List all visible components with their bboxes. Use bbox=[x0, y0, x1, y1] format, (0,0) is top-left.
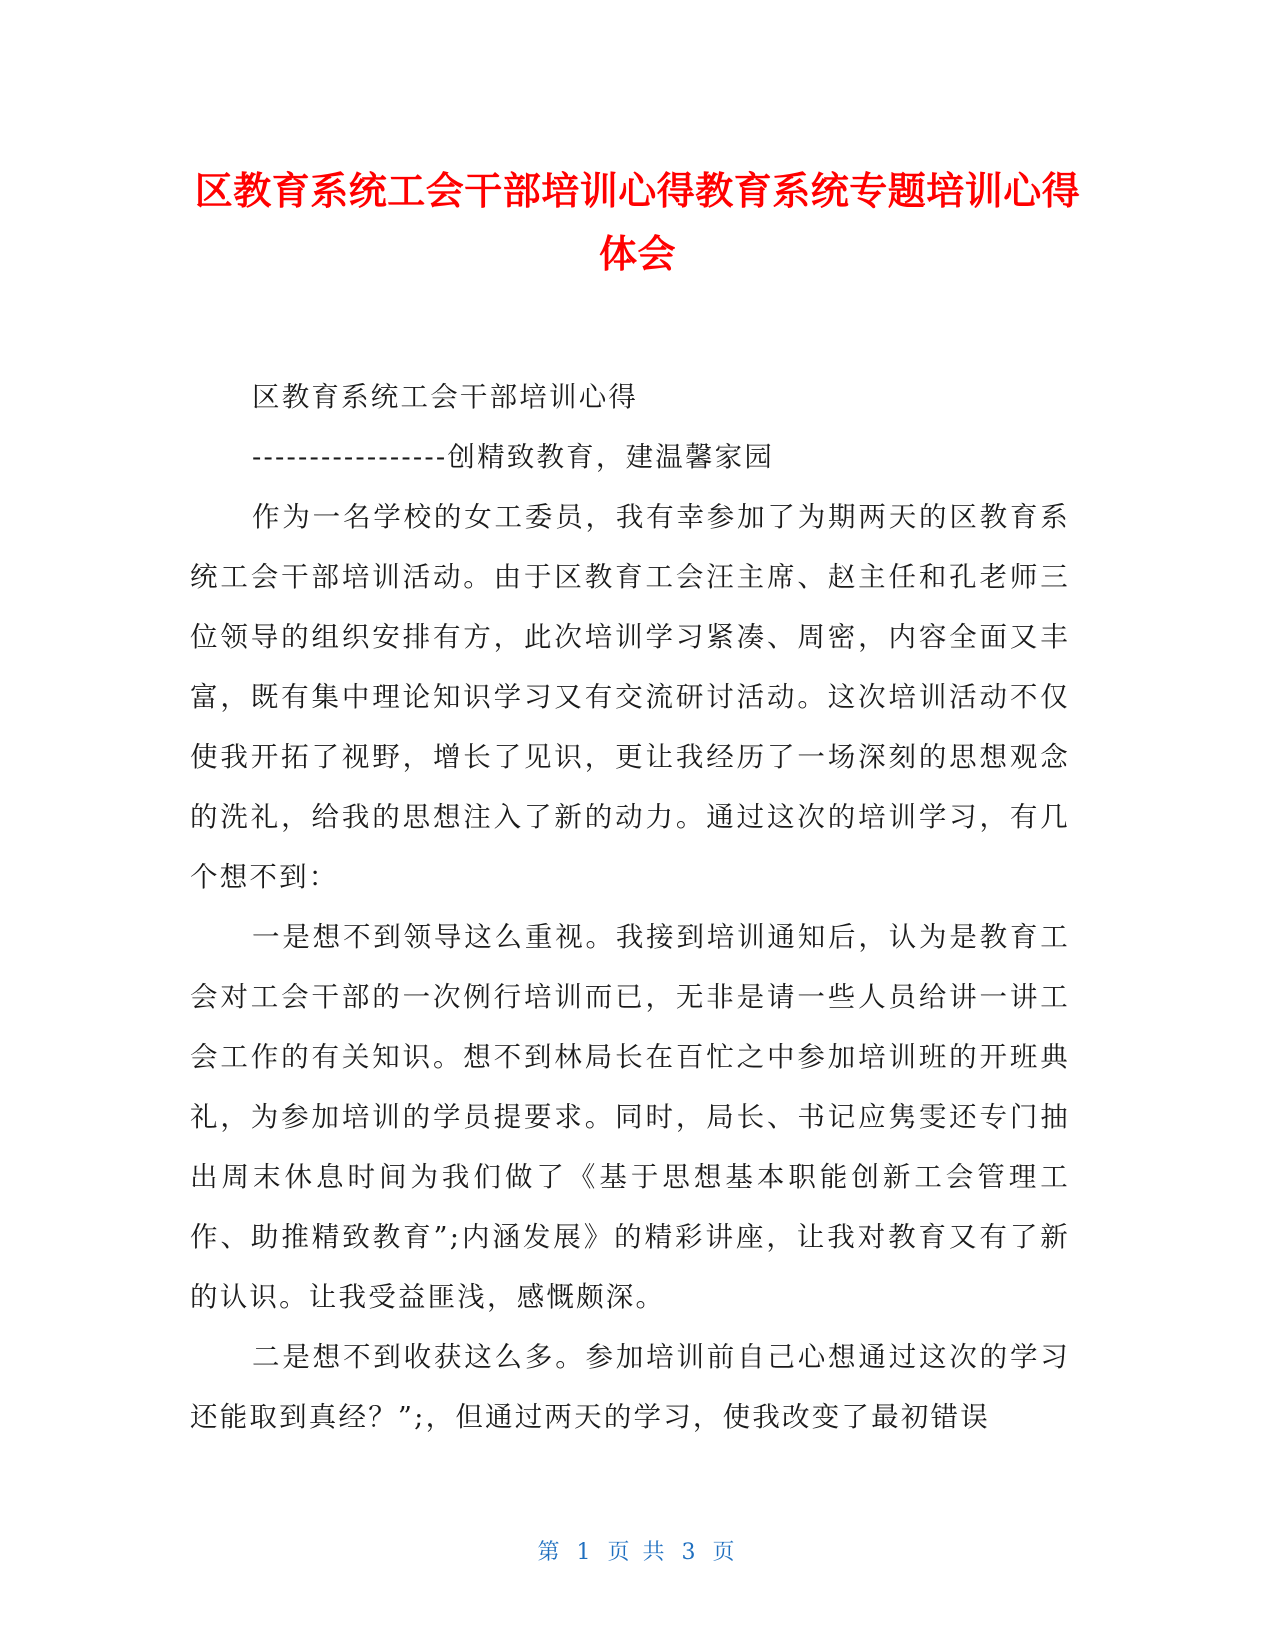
footer-middle: 页 共 bbox=[607, 1540, 668, 1565]
footer-page-number: 1 bbox=[576, 1540, 594, 1565]
paragraph-2: 一是想不到领导这么重视。我接到培训通知后，认为是教育工会对工会干部的一次例行培训而已，无非是请一些人员给讲一讲工会工作的有关知识。想不到林局长在百忙之中参加培训班的开班典礼，为参加培训的学员提要求。同时，局长、书记应隽雯还专门抽出周末休息时间为我们做了《基于思想基本职能创新工会管理工作、助推精致教育”;内涵发展》的精彩讲座，让我对教育又有了新的认识。让我受益匪浅，感慨颇深。 bbox=[190, 921, 1070, 1313]
page-footer bbox=[0, 1535, 1275, 1566]
document-subtitle: 区教育系统工会干部培训心得 bbox=[252, 381, 639, 413]
footer-suffix: 页 bbox=[712, 1540, 738, 1565]
document-subtitle-line2: -----------------创精致教育，建温馨家园 bbox=[252, 441, 775, 473]
document-title: 区教育系统工会干部培训心得教育系统专题培训心得体会 bbox=[194, 169, 1081, 276]
footer-prefix: 第 bbox=[537, 1540, 563, 1565]
paragraph-3: 二是想不到收获这么多。参加培训前自己心想通过这次的学习还能取到真经？”;，但通过两天的学习，使我改变了最初错误 bbox=[190, 1341, 1070, 1433]
footer-total-pages: 3 bbox=[681, 1540, 699, 1565]
paragraph-1: 作为一名学校的女工委员，我有幸参加了为期两天的区教育系统工会干部培训活动。由于区教育工会汪主席、赵主任和孔老师三位领导的组织安排有方，此次培训学习紧凑、周密，内容全面又丰富，既有集中理论知识学习又有交流研讨活动。这次培训活动不仅使我开拓了视野，增长了见识，更让我经历了一场深刻的思想观念的洗礼，给我的思想注入了新的动力。通过这次的培训学习，有几个想不到： bbox=[190, 501, 1070, 893]
